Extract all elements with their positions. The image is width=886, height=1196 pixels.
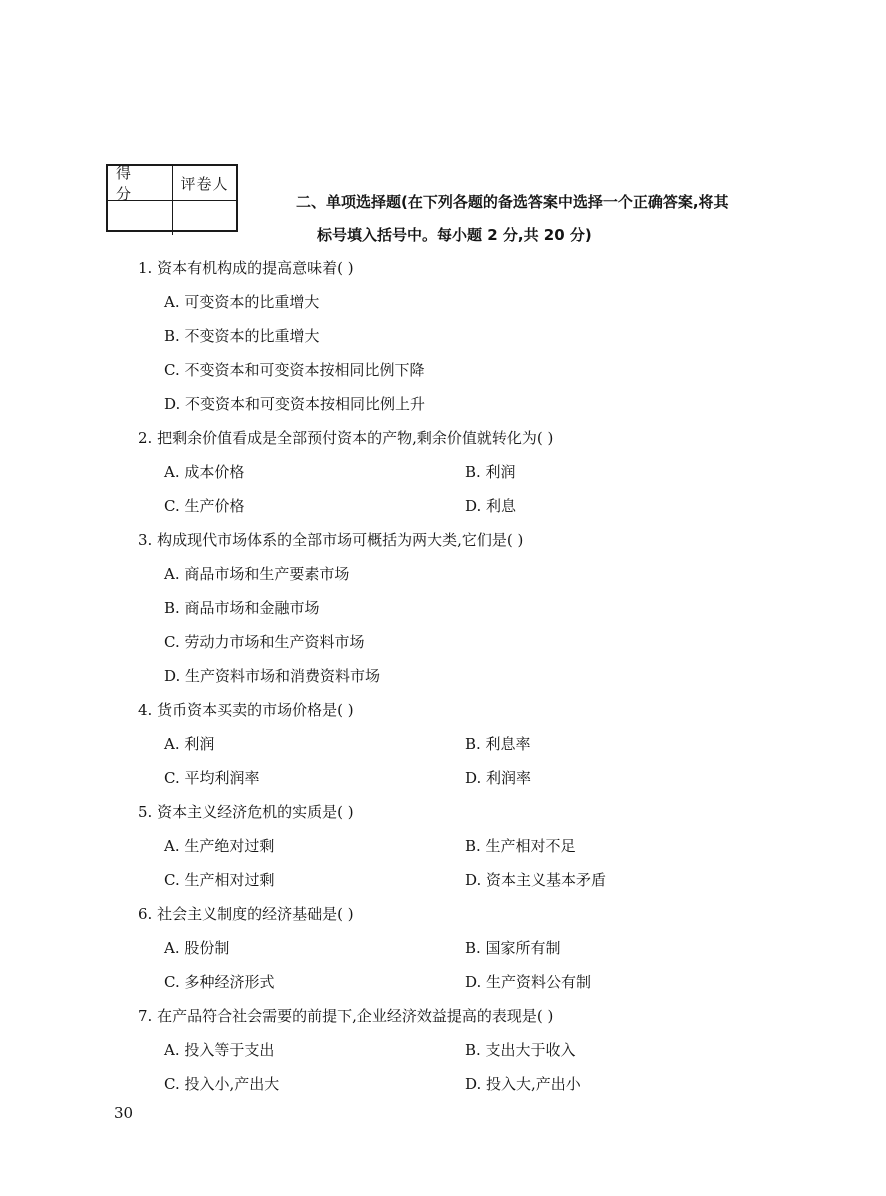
question-option: A. 可变资本的比重增大: [164, 293, 320, 311]
question-option: C. 多种经济形式: [164, 973, 275, 991]
question-option: D. 资本主义基本矛盾: [465, 871, 607, 889]
section-title: [296, 186, 729, 252]
grader-label: 评卷人: [172, 166, 236, 200]
section-title-line-2: 标号填入括号中。每小题 2 分,共 20 分): [317, 226, 592, 244]
question-option: C. 劳动力市场和生产资料市场: [164, 633, 365, 651]
question-option: A. 商品市场和生产要素市场: [164, 565, 350, 583]
score-table: [106, 164, 238, 232]
question-stem: 1. 资本有机构成的提高意味着( ): [138, 259, 354, 277]
question-option: A. 成本价格: [164, 463, 245, 481]
question-option: C. 生产价格: [164, 497, 245, 515]
score-label: 得 分: [116, 164, 142, 203]
score-table-header-row: [108, 164, 236, 203]
question-option: B. 商品市场和金融市场: [164, 599, 320, 617]
question-option: B. 生产相对不足: [465, 837, 576, 855]
question-stem: 3. 构成现代市场体系的全部市场可概括为两大类,它们是( ): [138, 531, 524, 549]
question-option: C. 平均利润率: [164, 769, 260, 787]
question-option: A. 利润: [164, 735, 215, 753]
question-option: D. 不变资本和可变资本按相同比例上升: [164, 395, 426, 413]
grader-entry-cell[interactable]: [172, 201, 236, 235]
question-option: D. 生产资料市场和消费资料市场: [164, 667, 381, 685]
question-option: D. 投入大,产出小: [465, 1075, 581, 1093]
question-stem: 7. 在产品符合社会需要的前提下,企业经济效益提高的表现是( ): [138, 1007, 554, 1025]
question-option: A. 股份制: [164, 939, 230, 957]
section-title-line-1: 二、单项选择题(在下列各题的备选答案中选择一个正确答案,将其: [296, 193, 729, 211]
question-stem: 6. 社会主义制度的经济基础是( ): [138, 905, 354, 923]
question-option: C. 不变资本和可变资本按相同比例下降: [164, 361, 425, 379]
page-number: 30: [114, 1104, 134, 1122]
question-option: B. 不变资本的比重增大: [164, 327, 320, 345]
question-stem: 4. 货币资本买卖的市场价格是( ): [138, 701, 354, 719]
question-option: C. 生产相对过剩: [164, 871, 275, 889]
question-option: D. 生产资料公有制: [465, 973, 592, 991]
score-entry-cell[interactable]: [108, 201, 172, 235]
question-option: A. 投入等于支出: [164, 1041, 275, 1059]
question-option: D. 利润率: [465, 769, 532, 787]
question-option: C. 投入小,产出大: [164, 1075, 280, 1093]
question-option: B. 支出大于收入: [465, 1041, 576, 1059]
question-option: D. 利息: [465, 497, 517, 515]
question-option: B. 国家所有制: [465, 939, 561, 957]
question-stem: 2. 把剩余价值看成是全部预付资本的产物,剩余价值就转化为( ): [138, 429, 554, 447]
question-stem: 5. 资本主义经济危机的实质是( ): [138, 803, 354, 821]
question-option: B. 利润: [465, 463, 516, 481]
question-option: B. 利息率: [465, 735, 531, 753]
question-option: A. 生产绝对过剩: [164, 837, 275, 855]
score-table-entry-row: [108, 200, 236, 235]
